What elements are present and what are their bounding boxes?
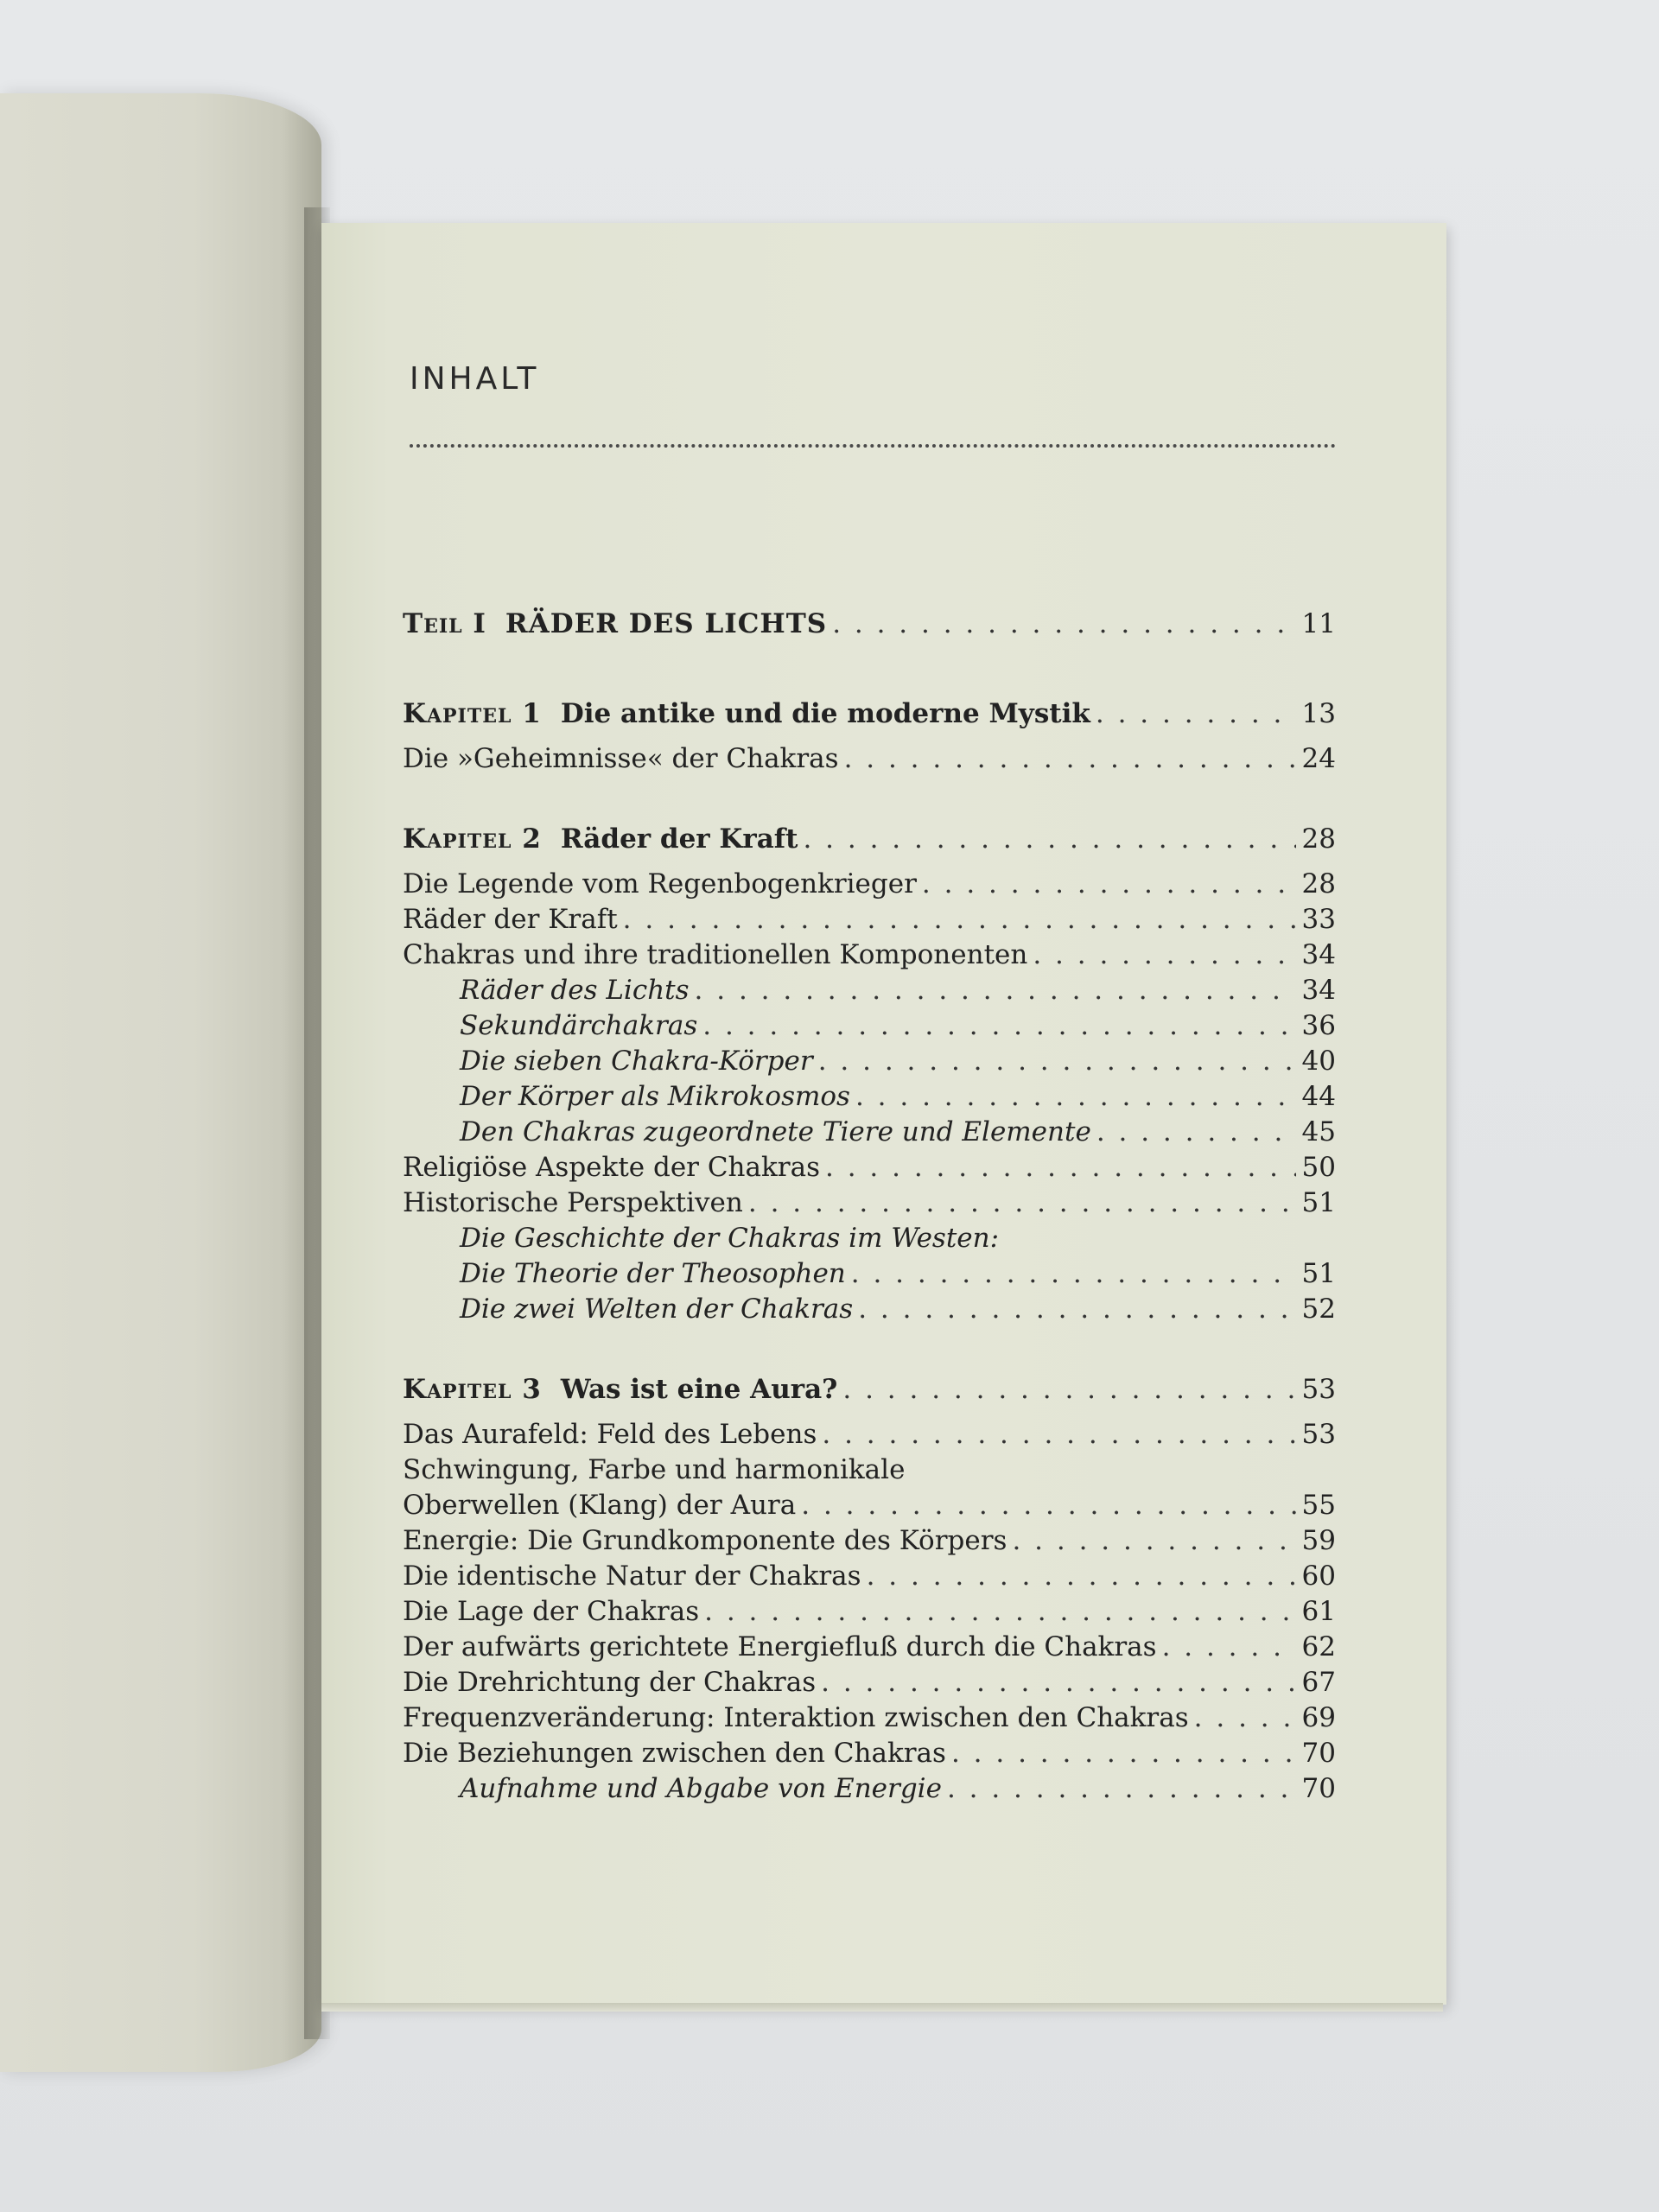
dot-leader bbox=[801, 1488, 1296, 1523]
dot-leader bbox=[702, 1008, 1296, 1044]
toc-entry-title: Die Beziehungen zwischen den Chakras bbox=[403, 1738, 946, 1769]
toc-heading-title: RÄDER DES LICHTS bbox=[505, 608, 828, 639]
table-of-contents bbox=[403, 605, 1336, 1807]
dot-leader bbox=[1033, 938, 1296, 973]
dot-leader bbox=[867, 1559, 1296, 1594]
dot-leader bbox=[803, 820, 1296, 858]
toc-entry-title: Die sieben Chakra-Körper bbox=[460, 1046, 813, 1077]
toc-row bbox=[403, 1630, 1336, 1665]
toc-page-number: 51 bbox=[1301, 1187, 1336, 1218]
toc-row bbox=[403, 1452, 1336, 1488]
toc-entry-title: Den Chakras zugeordnete Tiere und Elemente bbox=[460, 1116, 1091, 1147]
toc-entry-title: Frequenzveränderung: Interaktion zwischen den Chakras bbox=[403, 1702, 1189, 1733]
dot-leader bbox=[844, 741, 1296, 777]
toc-row bbox=[403, 938, 1336, 973]
toc-page-number: 51 bbox=[1301, 1258, 1336, 1289]
toc-page-number: 62 bbox=[1301, 1631, 1336, 1662]
toc-entry-title: Die Theorie der Theosophen bbox=[460, 1258, 846, 1289]
toc-entry-title: Aufnahme und Abgabe von Energie bbox=[460, 1773, 942, 1804]
toc-entry-title: Sekundärchakras bbox=[460, 1010, 698, 1041]
toc-page-number: 69 bbox=[1301, 1702, 1336, 1733]
heading-gap bbox=[403, 1408, 1336, 1417]
toc-row bbox=[403, 1523, 1336, 1559]
toc-page-number: 11 bbox=[1301, 608, 1336, 639]
toc-page-number: 52 bbox=[1301, 1294, 1336, 1325]
toc-entry-title: Die Legende vom Regenbogenkrieger bbox=[403, 868, 917, 899]
dot-leader bbox=[623, 902, 1296, 938]
dot-leader bbox=[818, 1044, 1296, 1079]
toc-entry-title: Räder der Kraft bbox=[403, 904, 618, 935]
toc-entry-title: Die Geschichte der Chakras im Westen: bbox=[460, 1223, 1000, 1254]
toc-row bbox=[403, 1008, 1336, 1044]
toc-heading-tag: Kapitel 2 bbox=[403, 823, 542, 855]
toc-row bbox=[403, 1736, 1336, 1771]
heading-gap bbox=[403, 858, 1336, 867]
toc-entry-title: Die Drehrichtung der Chakras bbox=[403, 1667, 817, 1698]
toc-row bbox=[403, 1079, 1336, 1115]
toc-row bbox=[403, 1771, 1336, 1807]
toc-entry-title: Die identische Natur der Chakras bbox=[403, 1560, 861, 1592]
toc-row bbox=[403, 1559, 1336, 1594]
toc-entry-title: Religiöse Aspekte der Chakras bbox=[403, 1152, 820, 1183]
toc-page-number: 60 bbox=[1301, 1560, 1336, 1592]
toc-heading-label bbox=[403, 695, 1090, 733]
dot-leader bbox=[922, 867, 1296, 902]
toc-entry-title: Der Körper als Mikrokosmos bbox=[460, 1081, 850, 1112]
toc-row bbox=[403, 1417, 1336, 1452]
toc-row bbox=[403, 902, 1336, 938]
toc-row bbox=[403, 1488, 1336, 1523]
toc-row bbox=[403, 1150, 1336, 1185]
toc-heading-label bbox=[403, 605, 827, 643]
section-gap bbox=[403, 652, 1336, 695]
toc-page-number: 36 bbox=[1301, 1010, 1336, 1041]
toc-heading-title: Räder der Kraft bbox=[560, 823, 798, 855]
toc-entry-title: Die zwei Welten der Chakras bbox=[460, 1294, 854, 1325]
toc-heading-title: Was ist eine Aura? bbox=[560, 1374, 838, 1405]
toc-heading-label bbox=[403, 820, 798, 858]
toc-row bbox=[403, 605, 1336, 643]
toc-row bbox=[403, 1221, 1336, 1256]
dot-leader bbox=[858, 1292, 1296, 1327]
dot-leader bbox=[832, 605, 1296, 643]
dot-leader bbox=[855, 1079, 1296, 1115]
toc-row bbox=[403, 1594, 1336, 1630]
toc-row bbox=[403, 1292, 1336, 1327]
dot-leader bbox=[822, 1417, 1296, 1452]
toc-entry-title: Der aufwärts gerichtete Energiefluß durch die Chakras bbox=[403, 1631, 1157, 1662]
dot-leader bbox=[947, 1771, 1296, 1807]
left-page bbox=[0, 93, 321, 2072]
toc-page-number: 28 bbox=[1301, 868, 1336, 899]
toc-row bbox=[403, 820, 1336, 858]
toc-row bbox=[403, 867, 1336, 902]
dot-leader bbox=[704, 1594, 1296, 1630]
toc-entry-title: Das Aurafeld: Feld des Lebens bbox=[403, 1419, 817, 1450]
toc-page-number: 13 bbox=[1301, 698, 1336, 729]
toc-row bbox=[403, 695, 1336, 733]
toc-page-number: 40 bbox=[1301, 1046, 1336, 1077]
dot-leader bbox=[1096, 695, 1296, 733]
toc-page-number: 55 bbox=[1301, 1490, 1336, 1521]
toc-heading-title: Die antike und die moderne Mystik bbox=[560, 698, 1090, 729]
toc-page-number: 28 bbox=[1301, 823, 1336, 855]
heading-gap bbox=[403, 643, 1336, 652]
dot-leader bbox=[1194, 1700, 1296, 1736]
toc-row bbox=[403, 1370, 1336, 1408]
dot-leader bbox=[825, 1150, 1296, 1185]
toc-row bbox=[403, 1115, 1336, 1150]
section-gap bbox=[403, 1327, 1336, 1370]
toc-row bbox=[403, 1665, 1336, 1700]
dot-leader bbox=[748, 1185, 1296, 1221]
dot-leader bbox=[1162, 1630, 1296, 1665]
toc-heading-tag: Kapitel 3 bbox=[403, 1374, 542, 1405]
toc-heading-tag: Teil I bbox=[403, 608, 486, 639]
page-edge bbox=[321, 2003, 1443, 2012]
toc-page-number: 34 bbox=[1301, 939, 1336, 970]
page-title: INHALT bbox=[410, 361, 540, 397]
toc-row bbox=[403, 1044, 1336, 1079]
toc-page-number: 44 bbox=[1301, 1081, 1336, 1112]
toc-page-number: 59 bbox=[1301, 1525, 1336, 1556]
dot-leader bbox=[851, 1256, 1296, 1292]
toc-page-number: 70 bbox=[1301, 1738, 1336, 1769]
toc-page-number: 50 bbox=[1301, 1152, 1336, 1183]
toc-heading-label bbox=[403, 1370, 837, 1408]
dot-leader bbox=[951, 1736, 1296, 1771]
title-rule bbox=[410, 444, 1336, 448]
toc-entry-title: Energie: Die Grundkomponente des Körpers bbox=[403, 1525, 1007, 1556]
toc-page-number: 34 bbox=[1301, 975, 1336, 1006]
toc-page-number: 53 bbox=[1301, 1374, 1336, 1405]
toc-page-number: 24 bbox=[1301, 743, 1336, 774]
toc-row bbox=[403, 973, 1336, 1008]
toc-entry-title: Chakras und ihre traditionellen Komponenten bbox=[403, 939, 1028, 970]
toc-row bbox=[403, 741, 1336, 777]
toc-page-number: 70 bbox=[1301, 1773, 1336, 1804]
toc-entry-title: Die »Geheimnisse« der Chakras bbox=[403, 743, 839, 774]
toc-row bbox=[403, 1700, 1336, 1736]
toc-page-number: 67 bbox=[1301, 1667, 1336, 1698]
toc-heading-tag: Kapitel 1 bbox=[403, 698, 542, 729]
toc-page-number: 61 bbox=[1301, 1596, 1336, 1627]
dot-leader bbox=[695, 973, 1296, 1008]
toc-entry-title: Oberwellen (Klang) der Aura bbox=[403, 1490, 797, 1521]
toc-page-number: 53 bbox=[1301, 1419, 1336, 1450]
toc-entry-title: Schwingung, Farbe und harmonikale bbox=[403, 1454, 906, 1485]
toc-entry-title: Räder des Lichts bbox=[460, 975, 690, 1006]
dot-leader bbox=[1096, 1115, 1296, 1150]
toc-row bbox=[403, 1185, 1336, 1221]
dot-leader bbox=[1012, 1523, 1296, 1559]
dot-leader bbox=[821, 1665, 1296, 1700]
toc-page-number: 33 bbox=[1301, 904, 1336, 935]
toc-page-number: 45 bbox=[1301, 1116, 1336, 1147]
section-gap bbox=[403, 777, 1336, 820]
dot-leader bbox=[842, 1370, 1296, 1408]
toc-row bbox=[403, 1256, 1336, 1292]
heading-gap bbox=[403, 733, 1336, 741]
toc-entry-title: Historische Perspektiven bbox=[403, 1187, 743, 1218]
toc-entry-title: Die Lage der Chakras bbox=[403, 1596, 700, 1627]
